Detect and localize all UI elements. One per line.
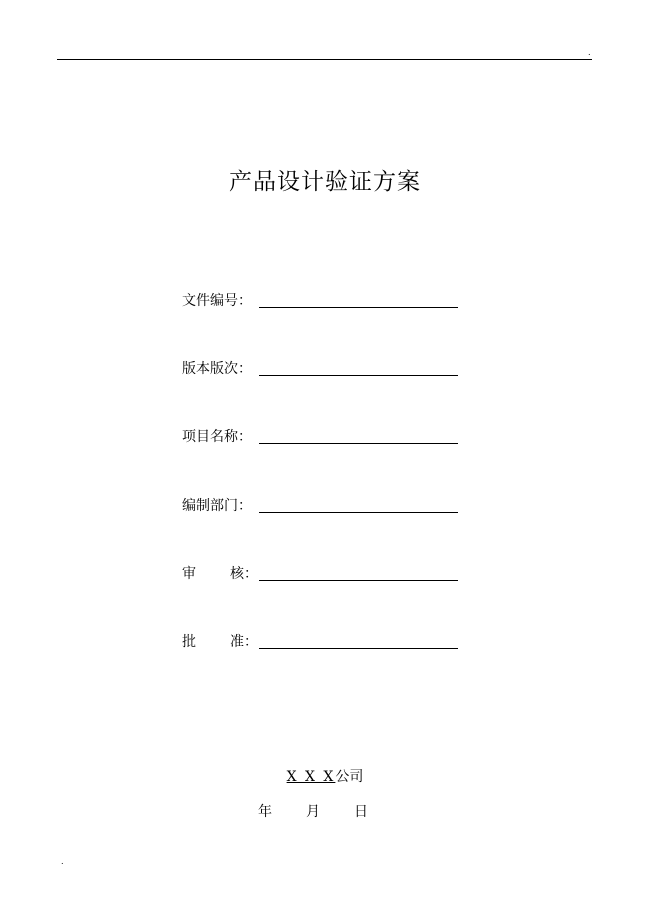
field-blank-line — [259, 648, 458, 649]
field-label: 项目名称： — [182, 429, 252, 445]
field-label — [182, 632, 258, 652]
field-label: 编制部门： — [182, 498, 252, 514]
field-reviewer — [182, 564, 462, 586]
date-line — [258, 802, 368, 822]
field-department — [182, 496, 462, 518]
field-label — [182, 564, 258, 584]
date-month: 月 — [306, 804, 320, 820]
field-label-first-char: 批 — [182, 634, 196, 650]
field-blank-line — [259, 307, 458, 308]
field-label: 版本版次： — [182, 361, 252, 377]
field-project-name — [182, 427, 462, 449]
field-label-first-char: 审 — [182, 566, 196, 582]
company-suffix: 公司 — [335, 769, 364, 785]
date-day: 日 — [354, 804, 368, 820]
field-blank-line — [259, 375, 458, 376]
company-name: X X X — [286, 769, 336, 785]
field-label-second-char: 核： — [230, 566, 258, 582]
field-blank-line — [259, 443, 458, 444]
field-version — [182, 359, 462, 381]
field-blank-line — [259, 580, 458, 581]
field-label-second-char: 准： — [230, 634, 258, 650]
document-title: 产品设计验证方案 — [229, 169, 421, 195]
field-approver — [182, 632, 462, 654]
field-label: 文件编号： — [182, 293, 252, 309]
field-blank-line — [259, 512, 458, 513]
footer-dot: . — [61, 857, 64, 866]
header-rule — [57, 59, 592, 60]
date-year: 年 — [258, 804, 272, 820]
company-line — [0, 767, 650, 787]
field-document-number — [182, 291, 462, 313]
header-dot: . — [588, 48, 591, 57]
